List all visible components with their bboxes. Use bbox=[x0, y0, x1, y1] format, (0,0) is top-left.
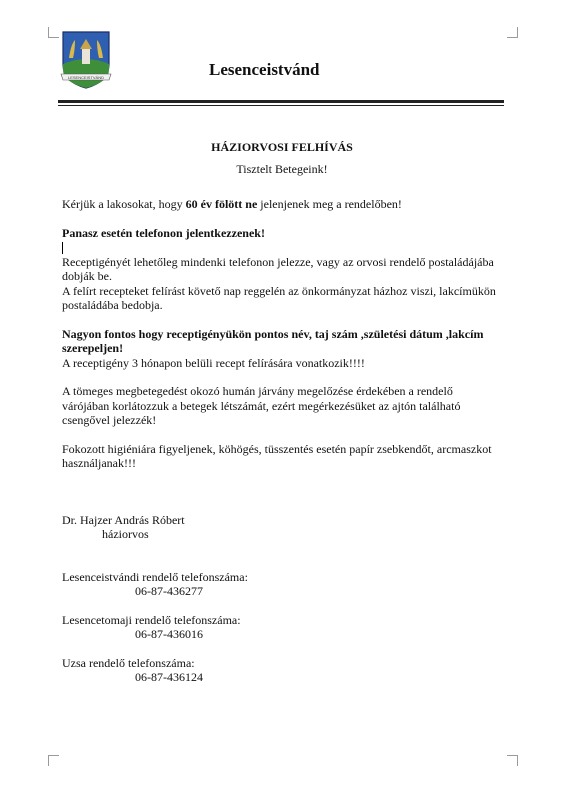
required-data-notice: Nagyon fontos hogy receptigényükön pontos név, taj szám ,születési dátum ,lakcím szerepeljen! bbox=[62, 326, 484, 355]
doctor-role: háziorvos bbox=[102, 527, 149, 541]
notice-title: HÁZIORVOSI FELHÍVÁS bbox=[211, 140, 353, 154]
waiting-room-paragraph: A tömeges megbetegedést okozó humán járvány megelőzése érdekében a rendelő várójában korlátozzuk a betegek létszámát, ezért megérkezésüket az ajtón található csengővel jelezzék! bbox=[62, 384, 461, 427]
phone-number-lesencetomaj: 06-87-436016 bbox=[135, 627, 203, 641]
age-notice-emphasis: 60 év fölött ne bbox=[185, 197, 258, 211]
crop-mark-bottom-right bbox=[507, 755, 518, 766]
crop-mark-bottom-left bbox=[48, 755, 59, 766]
prescription-delivery-paragraph: A felírt recepteket felírást követő nap reggelén az önkormányzat házhoz viszi, lakcímükön postaládába bedobja. bbox=[62, 283, 496, 312]
doctor-name: Dr. Hajzer András Róbert bbox=[62, 512, 185, 527]
prescription-validity-paragraph: A receptigény 3 hónapon belüli recept felírására vonatkozik!!!! bbox=[62, 355, 365, 370]
town-name-heading: Lesenceistvánd bbox=[209, 60, 320, 79]
header-rule-thin bbox=[58, 105, 504, 106]
phone-number-uzsa: 06-87-436124 bbox=[135, 670, 203, 684]
crop-mark-top-left bbox=[48, 27, 59, 38]
salutation: Tisztelt Betegeink! bbox=[236, 161, 328, 176]
phone-number-lesenceistvand: 06-87-436277 bbox=[135, 584, 203, 598]
phone-label-uzsa: Uzsa rendelő telefonszáma: bbox=[62, 655, 195, 670]
crop-mark-top-right bbox=[507, 27, 518, 38]
phone-contact-notice: Panasz esetén telefonon jelentkezzenek! bbox=[62, 225, 265, 240]
age-notice bbox=[62, 197, 502, 212]
header-rule-thick bbox=[58, 100, 504, 103]
prescription-request-paragraph: Receptigényét lehetőleg mindenki telefonon jelezze, vagy az orvosi rendelő postaládájába dobják be. bbox=[62, 254, 494, 283]
town-crest-logo bbox=[59, 30, 113, 90]
svg-text:LESENCEISTVÁND: LESENCEISTVÁND bbox=[67, 74, 105, 80]
age-notice-part3: jelenjenek meg a rendelőben! bbox=[257, 197, 402, 211]
text-cursor bbox=[62, 242, 63, 254]
text-cursor-line bbox=[62, 240, 502, 255]
hygiene-paragraph: Fokozott higiéniára figyeljenek, köhögés, tüsszentés esetén papír zsebkendőt, arcmaszkot használjanak!!! bbox=[62, 441, 492, 470]
age-notice-part1: Kérjük a lakosokat, hogy bbox=[62, 197, 186, 211]
phone-label-lesenceistvand: Lesenceistvándi rendelő telefonszáma: bbox=[62, 569, 248, 584]
phone-label-lesencetomaj: Lesencetomaji rendelő telefonszáma: bbox=[62, 612, 241, 627]
document-body bbox=[62, 140, 502, 685]
